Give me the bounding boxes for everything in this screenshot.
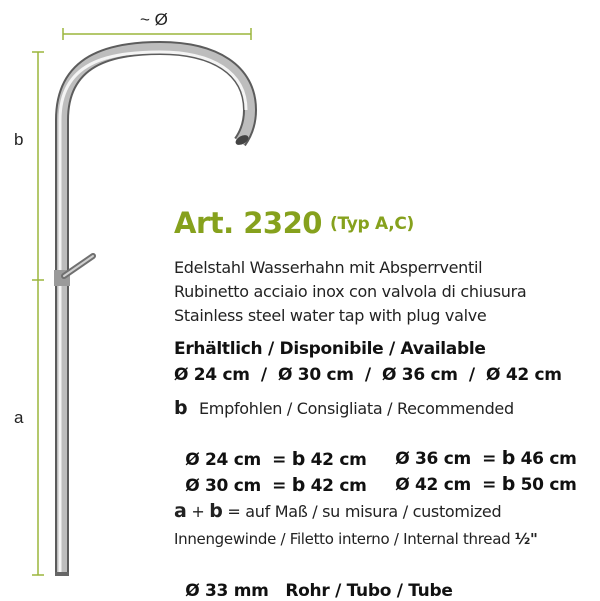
diameter-dimension-label: ~ Ø <box>140 10 168 29</box>
recommended-row: Ø 24 cm = b 42 cm <box>185 448 367 470</box>
a-dimension-label: a <box>14 408 24 427</box>
recommended-b-letter: b <box>174 397 188 419</box>
custom-line: a + b = auf Maß / su misura / customized <box>174 500 502 522</box>
recommended-row: Ø 30 cm = b 42 cm <box>185 474 367 496</box>
article-title: Art. 2320 <box>174 206 322 240</box>
recommended-label: Empfohlen / Consigliata / Recommended <box>199 399 514 418</box>
availability-sizes: Ø 24 cm / Ø 30 cm / Ø 36 cm / Ø 42 cm <box>174 365 562 385</box>
availability-heading: Erhältlich / Disponibile / Available <box>174 339 486 359</box>
recommended-row: Ø 42 cm = b 50 cm <box>395 473 577 495</box>
description-en: Stainless steel water tap with plug valve <box>174 306 487 325</box>
tube-line: Ø 33 mm Rohr / Tubo / Tube <box>185 581 453 601</box>
recommended-row: Ø 36 cm = b 46 cm <box>395 447 577 469</box>
article-type: (Typ A,C) <box>330 214 414 234</box>
description-de: Edelstahl Wasserhahn mit Absperrventil <box>174 258 483 277</box>
thread-line: Innengewinde / Filetto interno / Internal thread ½" <box>174 530 538 548</box>
description-it: Rubinetto acciaio inox con valvola di chiusura <box>174 282 527 301</box>
b-dimension-label: b <box>14 130 24 149</box>
